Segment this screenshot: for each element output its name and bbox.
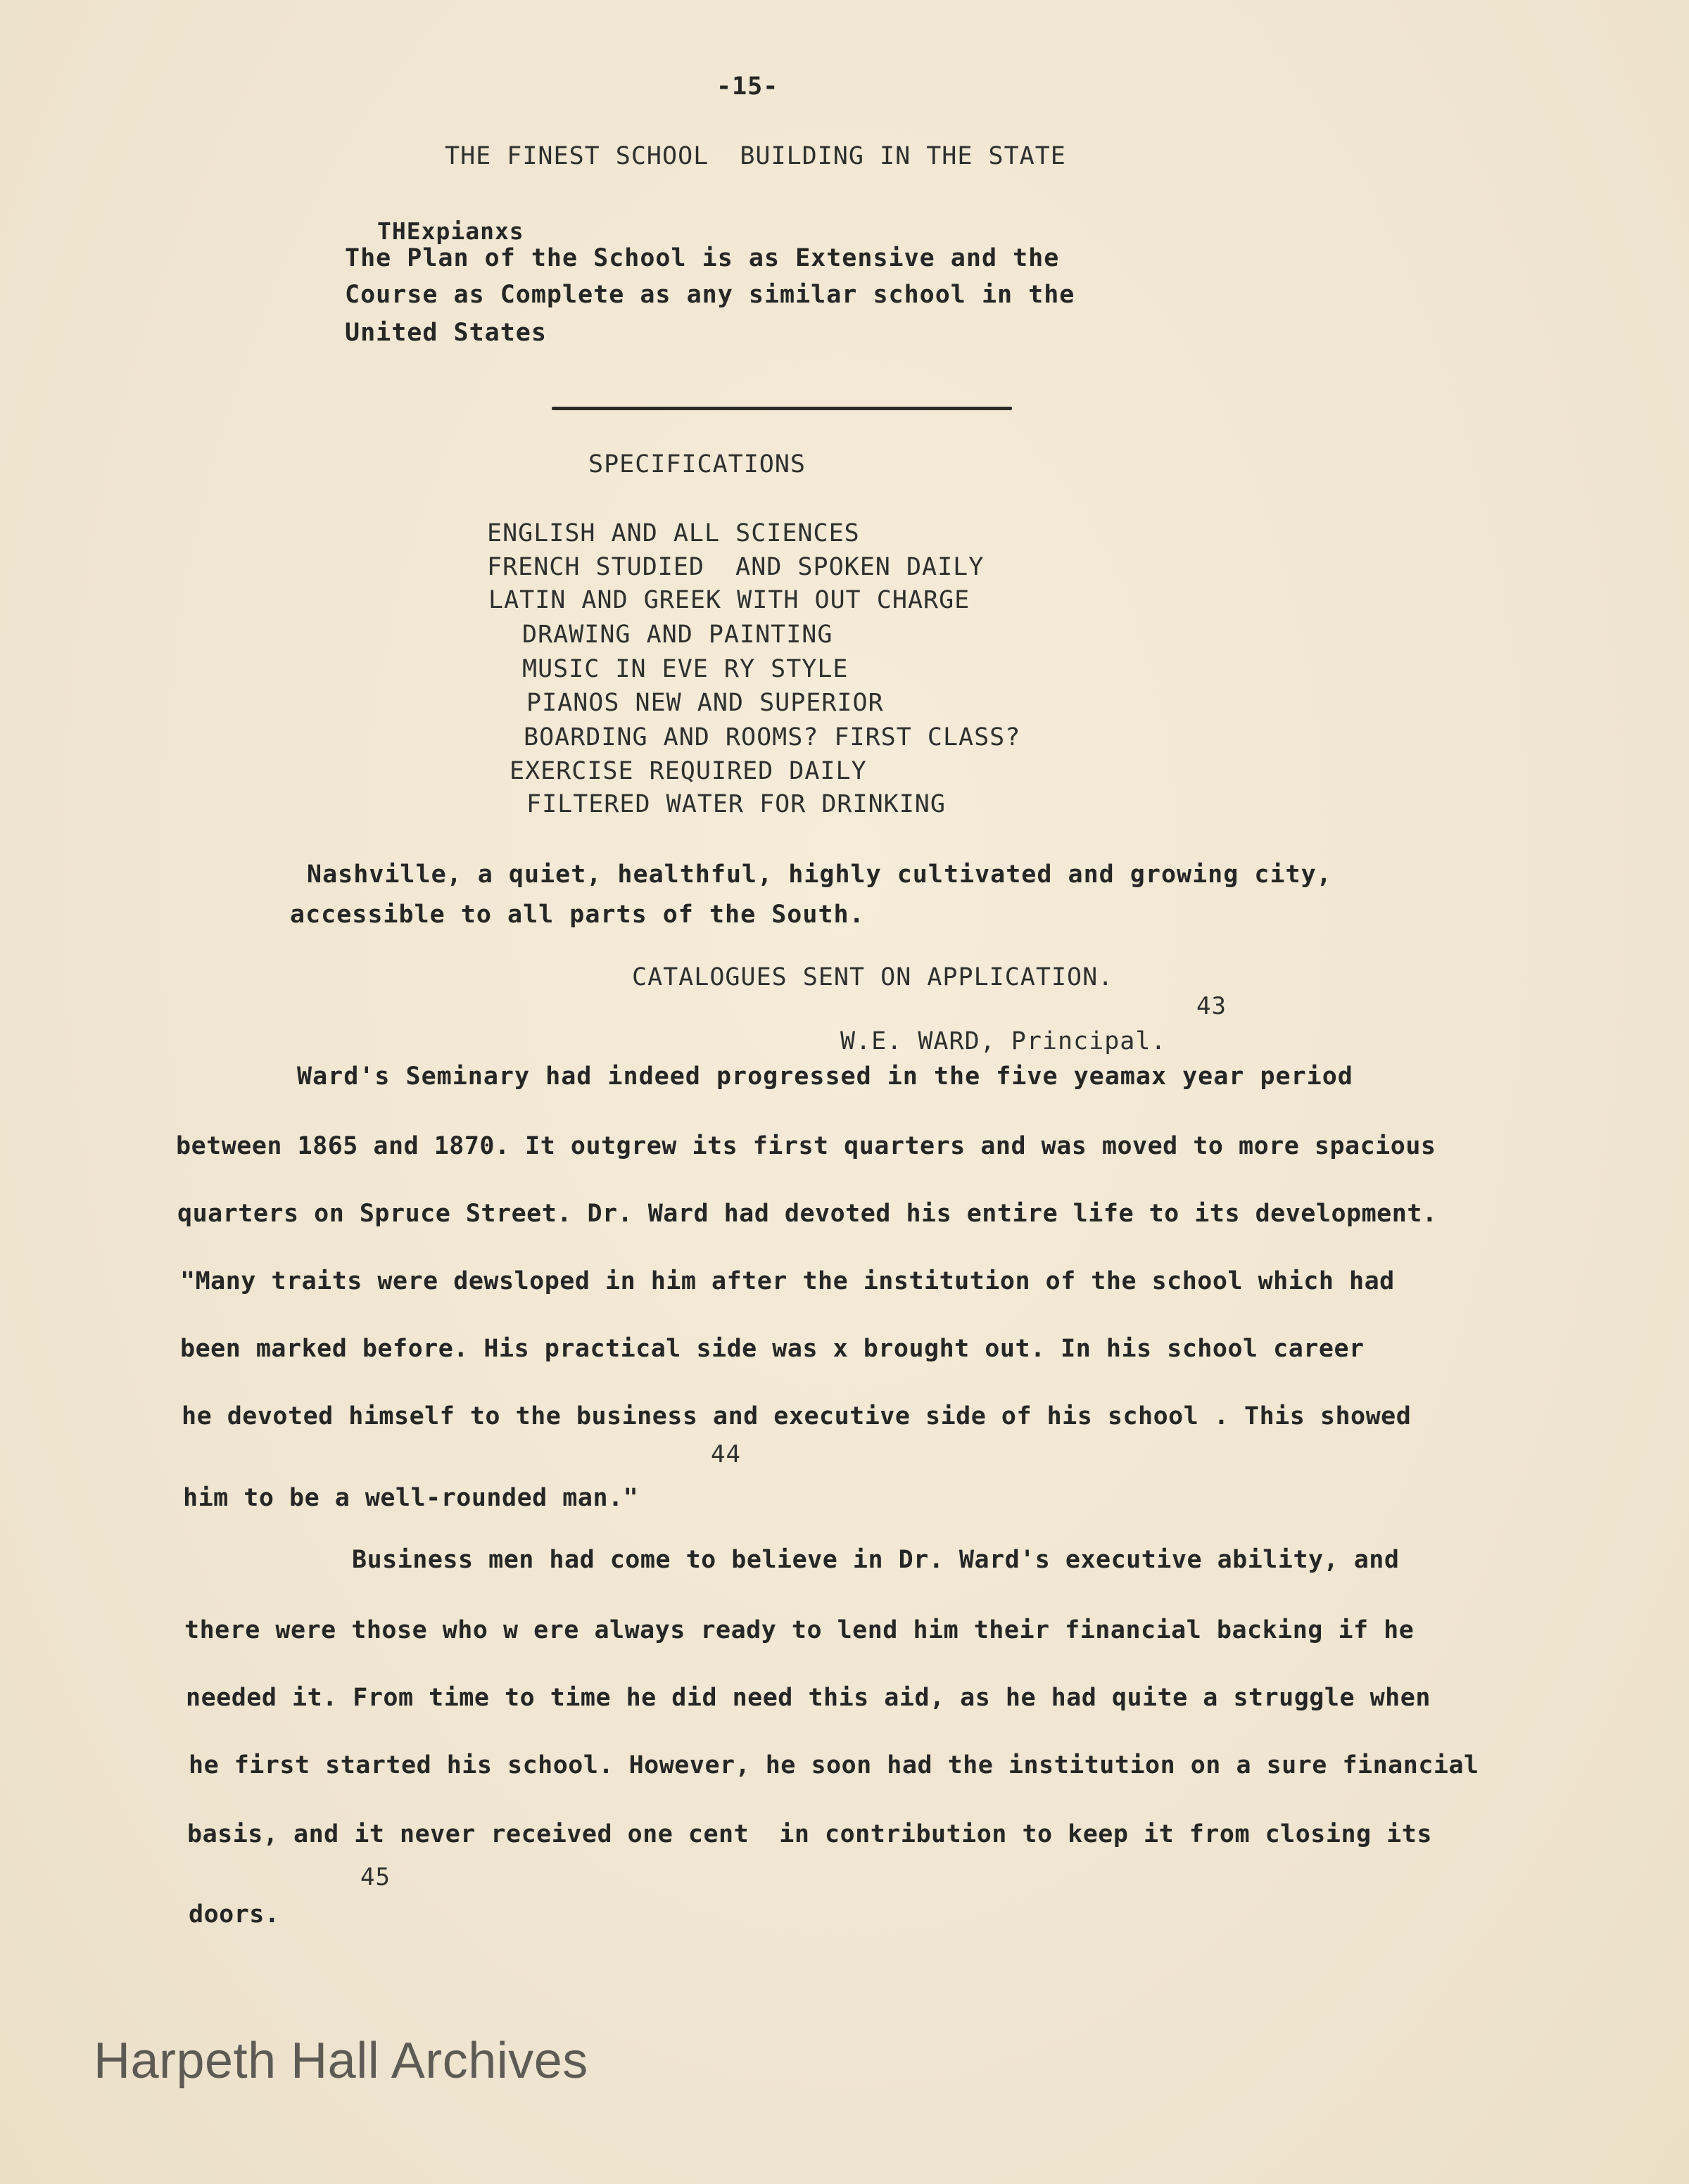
body-line: he devoted himself to the business and executive side of his school . This showed — [182, 1402, 1412, 1430]
body-line: him to be a well-rounded man." — [183, 1484, 639, 1512]
signature: W.E. WARD, Principal. — [840, 1027, 1167, 1055]
spec-item: LATIN AND GREEK WITH OUT CHARGE — [488, 586, 970, 614]
page-number: -15- — [716, 72, 779, 101]
footnote-marker-43: 43 — [1196, 992, 1227, 1020]
body-line: "Many traits were dewsloped in him after the institution of the school which had — [180, 1267, 1395, 1295]
plan-line: United States — [345, 319, 547, 347]
footnote-marker-44: 44 — [711, 1440, 741, 1468]
body-line: needed it. From time to time he did need this aid, as he had quite a struggle when — [186, 1684, 1431, 1712]
spec-item: PIANOS NEW AND SUPERIOR — [526, 689, 884, 717]
body-line: basis, and it never received one cent in contribution to keep it from closing its — [187, 1820, 1432, 1848]
footnote-marker-45: 45 — [360, 1863, 391, 1891]
divider-rule — [552, 407, 1012, 410]
body-line: he first started his school. However, he soon had the institution on a sure financial — [189, 1751, 1479, 1779]
plan-line: Course as Complete as any similar school in the — [345, 281, 1075, 309]
spec-item: MUSIC IN EVE RY STYLE — [522, 655, 849, 683]
nashville-line: accessible to all parts of the South. — [290, 901, 865, 929]
specifications-title: SPECIFICATIONS — [588, 450, 806, 478]
ad-heading: THE FINEST SCHOOL BUILDING IN THE STATE — [445, 142, 1066, 170]
nashville-line: Nashville, a quiet, healthful, highly cultivated and growing city, — [307, 861, 1332, 889]
spec-item: FRENCH STUDIED AND SPOKEN DAILY — [487, 553, 985, 581]
body-line: been marked before. His practical side was x brought out. In his school career — [180, 1335, 1365, 1363]
body-line: quarters on Spruce Street. Dr. Ward had devoted his entire life to its development. — [177, 1200, 1438, 1228]
spec-item: BOARDING AND ROOMS? FIRST CLASS? — [524, 723, 1021, 751]
catalogues-line: CATALOGUES SENT ON APPLICATION. — [632, 963, 1114, 991]
plan-line: The Plan of the School is as Extensive and the — [345, 244, 1060, 272]
spec-item: ENGLISH AND ALL SCIENCES — [487, 519, 860, 547]
body-line: Ward's Seminary had indeed progressed in the five yeamax year period — [297, 1062, 1353, 1091]
body-line: there were those who w ere always ready to lend him their financial backing if he — [184, 1616, 1415, 1644]
struck-word: THExpianxs — [377, 217, 524, 245]
spec-item: DRAWING AND PAINTING — [522, 621, 833, 649]
body-line: Business men had come to believe in Dr. Ward's executive ability, and — [352, 1546, 1400, 1574]
spec-item: EXERCISE REQUIRED DAILY — [510, 757, 867, 785]
spec-item: FILTERED WATER FOR DRINKING — [526, 790, 946, 818]
body-line: doors. — [189, 1900, 280, 1929]
archive-watermark: Harpeth Hall Archives — [94, 2033, 588, 2089]
body-line: between 1865 and 1870. It outgrew its first quarters and was moved to more spacious — [176, 1132, 1436, 1160]
